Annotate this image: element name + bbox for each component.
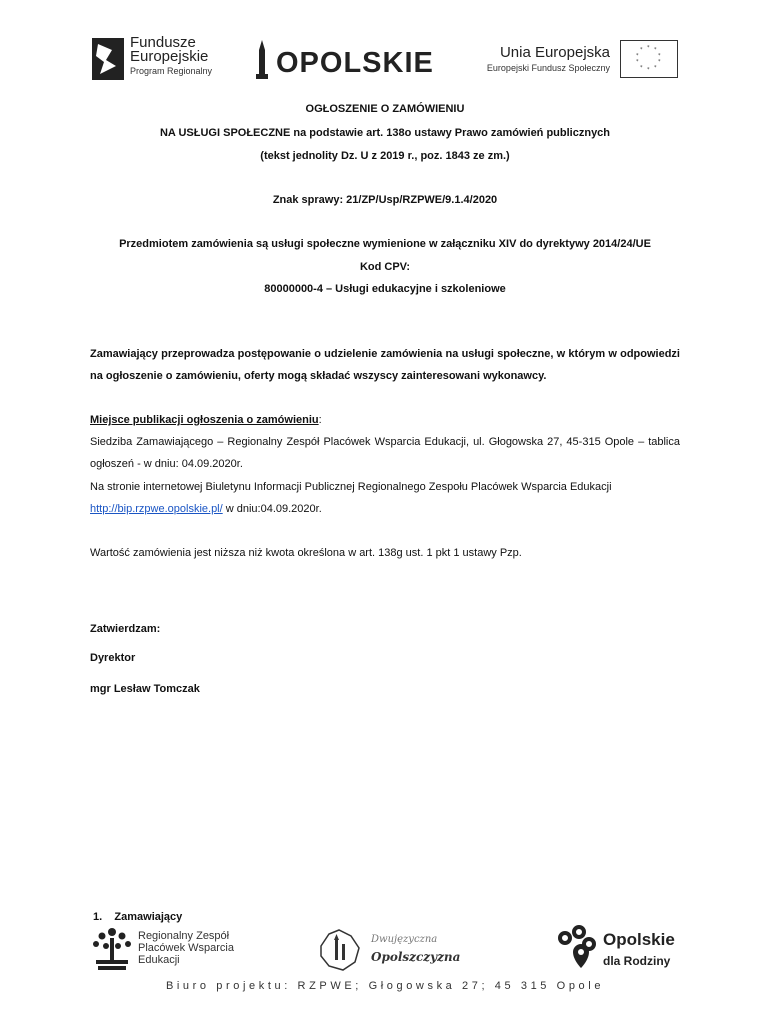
rzpwe-text [138,930,234,966]
cpv-label: Kod CPV: [359,261,411,273]
value-note: Wartość zamówienia jest niższa niż kwota określona w art. 138g ust. 1 pkt 1 ustawy Pzp. [90,547,522,559]
fe-text [130,36,212,78]
approve-label: Zatwierdzam: [90,623,161,635]
place-colon: : [318,414,322,426]
svg-text:*: * [654,65,657,71]
opolskie-logo [250,40,450,80]
signer-name: mgr Lesław Tomczak [90,683,200,695]
intro-paragraph: Zamawiający przeprowadza postępowanie o udzielenie zamówienia na usługi społeczne, w którym w odpowiedzi na ogłoszenie o zamówieniu, oferty mogą składać wszyscy zainteresowani wykonawcy. [90,348,680,382]
fe-line3: Program Regionalny [130,66,213,76]
fe-line1: Fundusze [130,34,196,51]
place-item-2 [90,476,680,520]
link-date: w dniu:04.09.2020r. [222,503,322,515]
project-address: Biuro projektu: RZPWE; Głogowska 27; 45 315 Opole [165,980,605,992]
rzpwe-line3: Edukacji [138,954,180,966]
svg-text:*: * [640,47,643,53]
family-dots-icon [555,924,599,980]
svg-text:*: * [640,65,643,71]
signer-role: Dyrektor [90,652,136,664]
svg-text:*: * [658,59,661,65]
opolskie-dla-rodziny-logo [555,924,695,980]
rzpwe-logo [90,926,250,976]
opolskie-word: OPOLSKIE [276,47,434,79]
svg-text:*: * [636,59,639,65]
svg-text:*: * [654,47,657,53]
ue-label [474,44,610,73]
footer-item: 1. Zamawiający [93,911,183,923]
doc-title: OGŁOSZENIE O ZAMÓWIENIU [305,103,465,115]
doc-legal-ref: (tekst jednolity Dz. U z 2019 r., poz. 1843 ze zm.) [260,150,510,162]
ue-title: Unia Europejska [499,44,610,61]
place-item-2-text: Na stronie internetowej Biuletynu Informacji Publicznej Regionalnego Zespołu Placówek Wsparcia Edukacji [90,481,612,493]
fe-line2: Europejskie [130,48,209,65]
ue-subtitle: Europejski Fundusz Społeczny [486,63,610,73]
rzpwe-line2: Placówek Wsparcia [138,942,234,954]
fe-star-icon [90,36,126,82]
od-line1: Opolskie [603,930,675,949]
svg-text:*: * [658,53,661,59]
svg-text:*: * [647,67,650,73]
case-number: Znak sprawy: 21/ZP/Usp/RZPWE/9.1.4/2020 [272,194,498,206]
eu-flag-icon [620,40,678,78]
svg-text:*: * [647,45,650,51]
svg-text:*: * [636,53,639,59]
place-item-1: Siedziba Zamawiającego – Regionalny Zespół Placówek Wsparcia Edukacji, ul. Głogowska 27, 45-315 Opole – tablica ogłoszeń - w dniu: 04.09.2020r. [90,436,680,470]
place-heading: Miejsce publikacji ogłoszenia o zamówieniu [90,414,319,426]
tree-icon [90,926,134,974]
doc-subtitle: NA USŁUGI SPOŁECZNE na podstawie art. 138o ustawy Prawo zamówień publicznych [159,127,611,139]
dwujezyczna-line1: Dwujęzyczna [371,934,438,945]
od-line2: dla Rodziny [603,954,671,968]
bip-link[interactable]: http://bip.rzpwe.opolskie.pl/ [90,503,223,515]
dwujezyczna-line2: Opolszczyzna [371,950,461,964]
cpv-value: 80000000-4 – Usługi edukacyjne i szkoleniowe [264,283,506,295]
place-heading-line [90,409,680,431]
order-subject: Przedmiotem zamówienia są usługi społeczne wymienione w załączniku XIV do dyrektywy 2014/24/UE [119,238,651,250]
dwujezyczna-logo [315,926,465,976]
rzpwe-line1: Regionalny Zespół [138,930,230,942]
region-map-icon [315,926,365,974]
fundusze-europejskie-logo [90,36,230,84]
tower-icon [252,40,272,80]
